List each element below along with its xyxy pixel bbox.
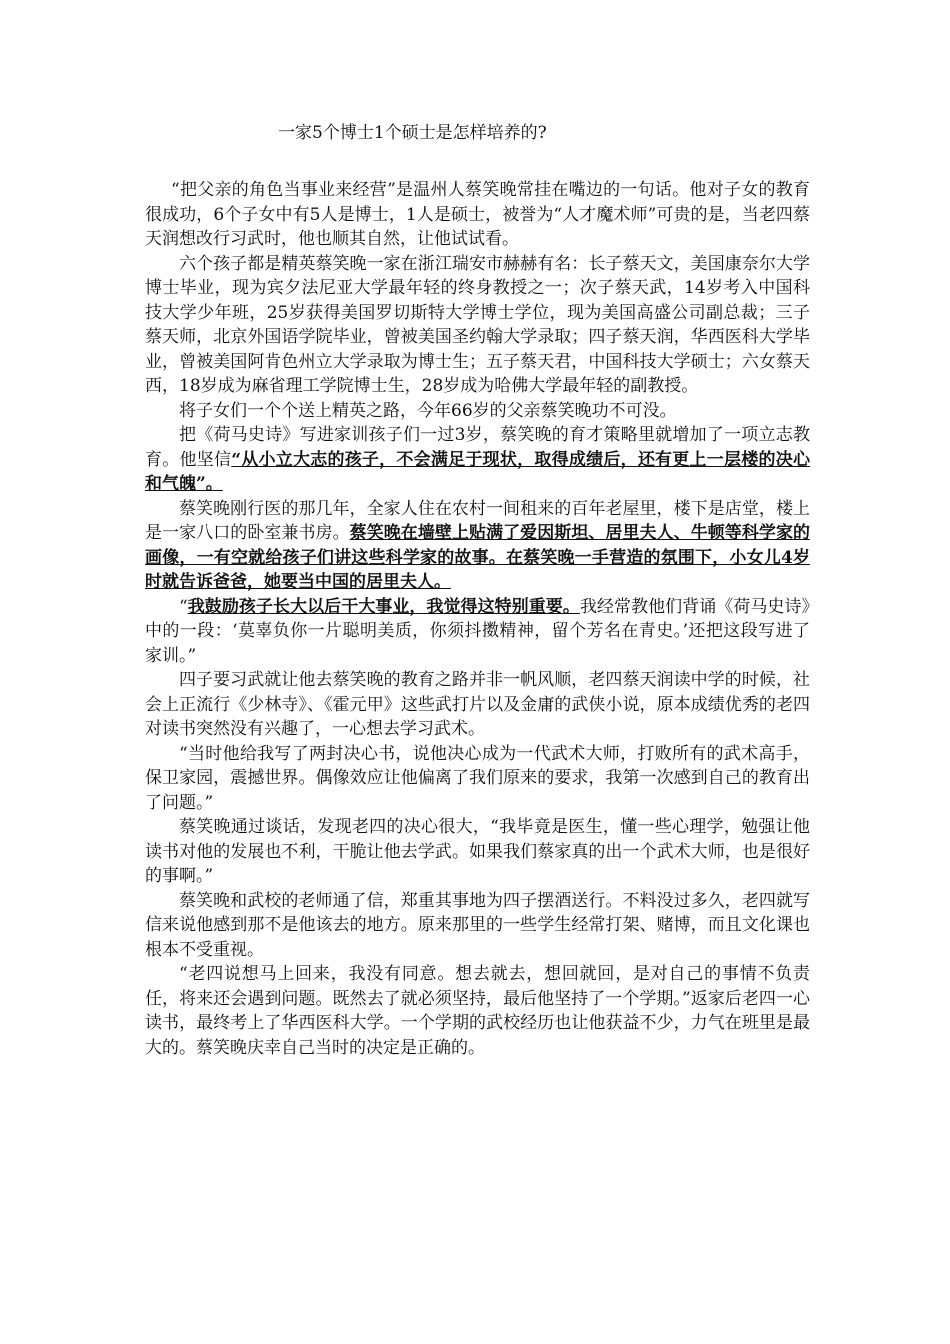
paragraph-martial-arts [145,668,810,742]
emphasized-quote: 我鼓励孩子长大以后干大事业，我觉得这特别重要。 [187,596,580,617]
paragraph-text: “老四说想马上回来，我没有同意。想去就去，想回就回，是对自己的事情不负责任，将来还会遇到问题。既然去了就必须坚持，最后他坚持了一个学期。”返家后老四一心读书，最终考上了华西医科大学。一个学期的武校经历也让他获益不少，力气在班里是最大的。蔡笑晚庆幸自己当时的决定是正确的。 [145,964,810,1058]
paragraph-text: 蔡笑晚刚行医的那几年，全家人住在农村一间租来的百年老屋里，楼下是店堂，楼上是一家八口的卧室兼书房。 [145,498,810,543]
paragraph-text: “当时他给我写了两封决心书，说他决心成为一代武术大师，打败所有的武术高手，保卫家园，震撼世界。偶像效应让他偏离了我们原来的要求，我第一次感到自己的教育出了问题。” [145,743,810,813]
paragraph-text: 将子女们一个个送上精英之路，今年66岁的父亲蔡笑晚功不可没。 [179,400,677,421]
paragraph-text: 六个孩子都是精英蔡笑晚一家在浙江瑞安市赫赫有名：长子蔡天文，美国康奈尔大学博士毕业，现为宾夕法尼亚大学最年轻的终身教授之一；次子蔡天武，14岁考入中国科技大学少年班，25岁获得美国罗切斯特大学博士学位，现为美国高盛公司副总裁；三子蔡天师，北京外国语学院毕业，曾被美国圣约翰大学录取；四子蔡天润，华西医科大学毕业，曾被美国阿肯色州立大学录取为博士生；五子蔡天君，中国科技大学硕士；六女蔡天西，18岁成为麻省理工学院博士生，28岁成为哈佛大学最年轻的副教授。 [145,253,810,396]
paragraph-text: 我经常教他们背诵《荷马史诗》中的一段：‘莫辜负你一片聪明美质，你须抖擞精神，留个芳名在青史。’还把这段写进了家训。” [145,596,811,666]
document-page [145,118,810,1060]
paragraph-text: 四子要习武就让他去蔡笑晚的教育之路并非一帆风顺，老四蔡天润读中学的时候，社会上正流行《少林寺》、《霍元甲》这些武打片以及金庸的武侠小说，原本成绩优秀的老四对读书突然没有兴趣了，一心想去学习武术。 [145,670,810,739]
paragraph-homer-epic [145,423,810,497]
emphasized-quote: “从小立大志的孩子，不会满足于现状，取得成绩后，还有更上一层楼的决心和气魄”。 [145,449,811,494]
paragraph-send-off [145,889,810,963]
paragraph-resolution-letters [145,742,810,816]
paragraph-intro [145,178,810,252]
paragraph-conclusion [145,962,810,1060]
paragraph-six-children [145,252,810,399]
paragraph-text: “把父亲的角色当事业来经营”是温州人蔡笑晚常挂在嘴边的一句话。他对子女的教育很成功，6个子女中有5人是博士，1人是硕士，被誉为“人才魔术师”可贵的是，当老四蔡天润想改行习武时，他也顺其自然，让他试试看。 [145,180,810,249]
paragraph-old-house [145,497,810,595]
paragraph-text: 把《荷马史诗》写进家训孩子们一过3岁，蔡笑晚的育才策略里就增加了一项立志教育。他坚信 [145,425,810,470]
article-title: 一家5个博士1个硕士是怎样培养的? [278,123,547,143]
paragraph-text: 蔡笑晚和武校的老师通了信，郑重其事地为四子摆酒送行。不料没过多久，老四就写信来说他感到那不是他该去的地方。原来那里的一些学生经常打架、赌博，而且文化课也根本不受重视。 [145,890,810,960]
paragraph-conversation [145,815,810,889]
paragraph-text: 蔡笑晚通过谈话，发现老四的决心很大，“我毕竟是医生，懂一些心理学，勉强让他读书对他的发展也不利，干脆让他去学武。如果我们蔡家真的出一个武术大师，也是很好的事啊。” [145,817,810,886]
paragraph-text: “ [179,596,188,617]
paragraph-encourage [145,595,810,669]
paragraph-father-credit [145,399,810,424]
emphasized-passage: 蔡笑晚在墙壁上贴满了爱因斯坦、居里夫人、牛顿等科学家的画像，一有空就给孩子们讲这些科学家的故事。在蔡笑晚一手营造的氛围下，小女儿4岁时就告诉爸爸，她要当中国的居里夫人。 [145,523,811,592]
